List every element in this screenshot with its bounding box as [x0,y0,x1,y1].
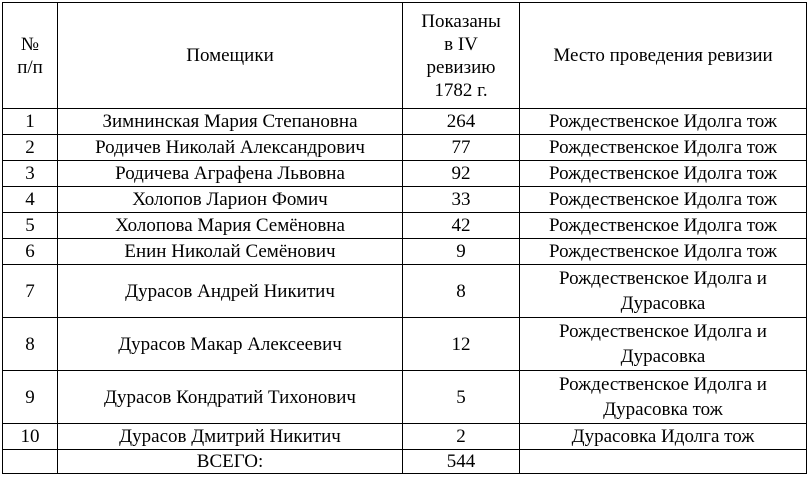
row-landowner: Холопова Мария Семёновна [58,213,403,239]
table-row [3,265,807,318]
header-count-line: ревизию [426,56,496,78]
header-count [403,3,520,109]
row-place-line: Дурасовка [620,293,706,314]
header-count-line: 1782 г. [434,79,488,101]
row-number: 2 [3,135,58,161]
total-empty-cell [520,450,807,474]
row-number: 3 [3,161,58,187]
row-count: 2 [403,424,520,450]
row-landowner: Зимнинская Мария Степановна [58,109,403,135]
table-row [3,161,807,187]
row-number: 6 [3,239,58,265]
landowners-table [2,2,807,474]
row-landowner: Родичева Аграфена Львовна [58,161,403,187]
row-place-line: Дурасовка [620,346,706,367]
header-row [3,3,807,109]
table-row [3,213,807,239]
row-landowner: Енин Николай Семёнович [58,239,403,265]
row-number: 7 [3,265,58,318]
row-landowner: Родичев Николай Александрович [58,135,403,161]
header-count-line: Показаны [421,10,501,32]
table-row [3,239,807,265]
table-row [3,371,807,424]
row-place: Рождественское Идолга тож [520,239,807,265]
row-count: 9 [403,239,520,265]
row-count: 264 [403,109,520,135]
total-label: ВСЕГО: [58,450,403,474]
total-count: 544 [403,450,520,474]
row-number: 9 [3,371,58,424]
header-count-line: в IV [444,33,478,55]
row-count: 42 [403,213,520,239]
table-row [3,187,807,213]
table-row [3,318,807,371]
row-landowner: Дурасов Андрей Никитич [58,265,403,318]
row-place-line: Рождественское Идолга и [559,268,767,289]
row-count: 92 [403,161,520,187]
table-row [3,135,807,161]
row-place: Рождественское Идолга тож [520,109,807,135]
row-number: 5 [3,213,58,239]
row-place: Дурасовка Идолга тож [520,424,807,450]
row-count: 33 [403,187,520,213]
header-place: Место проведения ревизии [520,3,807,109]
row-place: Рождественское Идолга тож [520,213,807,239]
row-place: Рождественское Идолга тож [520,161,807,187]
row-landowner: Дурасов Макар Алексеевич [58,318,403,371]
table-row [3,424,807,450]
row-place [520,318,807,371]
row-number: 1 [3,109,58,135]
row-count: 5 [403,371,520,424]
header-number-line: п/п [17,56,43,78]
row-number: 10 [3,424,58,450]
row-place: Рождественское Идолга тож [520,135,807,161]
total-empty-cell [3,450,58,474]
row-number: 8 [3,318,58,371]
row-count: 8 [403,265,520,318]
row-place: Рождественское Идолга тож [520,187,807,213]
row-place [520,265,807,318]
row-count: 12 [403,318,520,371]
row-number: 4 [3,187,58,213]
total-row [3,450,807,474]
row-landowner: Холопов Ларион Фомич [58,187,403,213]
header-landowners: Помещики [58,3,403,109]
row-place-line: Рождественское Идолга и [559,321,767,342]
row-place-line: Дурасовка тож [603,399,723,420]
row-place [520,371,807,424]
row-place-line: Рождественское Идолга и [559,374,767,395]
header-number-line: № [20,33,40,55]
row-count: 77 [403,135,520,161]
header-number [3,3,58,109]
table-row [3,109,807,135]
row-landowner: Дурасов Кондратий Тихонович [58,371,403,424]
row-landowner: Дурасов Дмитрий Никитич [58,424,403,450]
